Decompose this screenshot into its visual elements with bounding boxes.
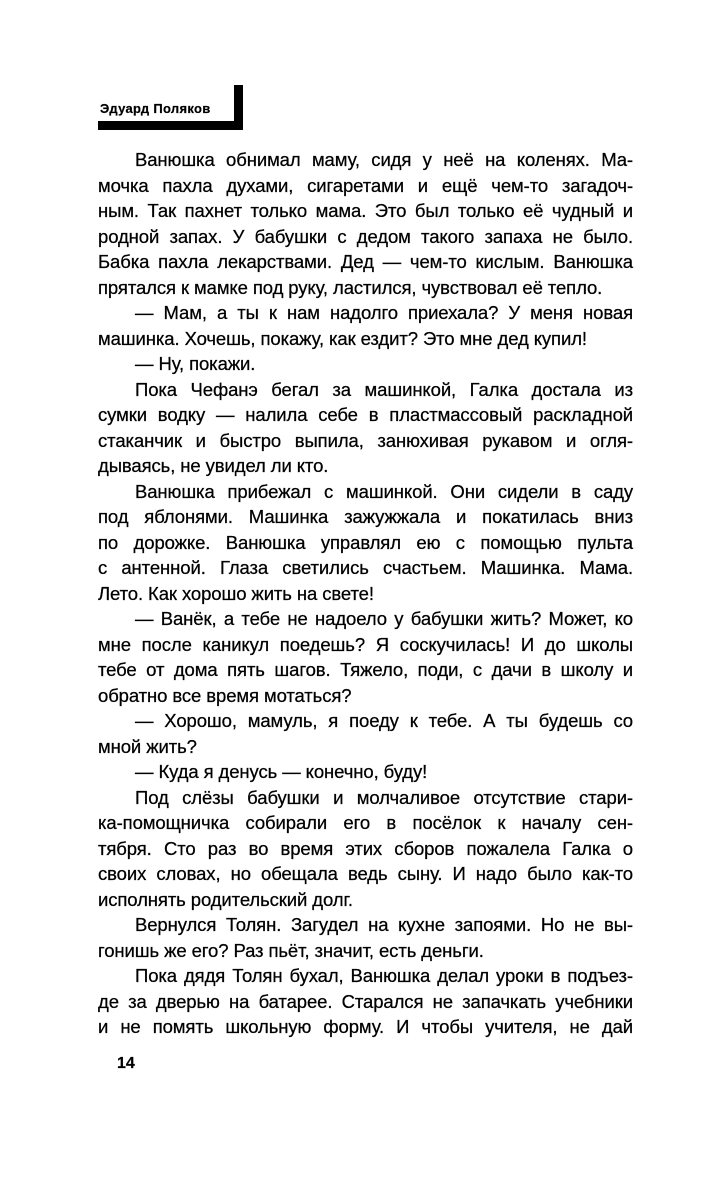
text-line: прятался к мамке под руку, ластился, чувствовал её тепло.: [98, 276, 603, 298]
text-line: тября. Сто раз во время этих сборов пожалела Галка о: [98, 837, 633, 859]
text-line: машинка. Хочешь, покажу, как ездит? Это мне дед купил!: [98, 327, 587, 349]
text-line: Бабка пахла лекарствами. Дед — чем-то кислым. Ванюшка: [98, 251, 633, 272]
text-line: исполнять родительский долг.: [98, 888, 353, 910]
text-line: Ванюшка прибежал с машинкой. Они сидели в саду: [135, 480, 633, 502]
text-line: — Ванёк, а тебе не надоело у бабушки жить? Может, ко: [135, 608, 633, 629]
text-line: мне после каникул поедешь? Я соскучилась! И до школы: [98, 633, 633, 655]
text-line: — Куда я денусь — конечно, буду!: [135, 761, 428, 782]
text-line: ка-помощничка собирали его в посёлок к началу сен-: [98, 812, 633, 833]
text-line: — Хорошо, мамуль, я поеду к тебе. А ты будешь со: [135, 710, 633, 731]
text-line: Пока Чефанэ бегал за машинкой, Галка достала из: [135, 378, 633, 400]
text-line: мочка пахла духами, сигаретами и ещё чем-то загадоч-: [98, 174, 633, 196]
text-line: — Ну, покажи.: [135, 353, 256, 374]
text-line: по дорожке. Ванюшка управлял ею с помощью пульта: [98, 531, 633, 553]
text-line: стаканчик и быстро выпила, занюхивая рукавом и огля-: [98, 429, 633, 451]
text-line: Лето. Как хорошо жить на свете!: [98, 582, 374, 604]
text-line: и не помять школьную форму. И чтобы учителя, не дай: [98, 1016, 633, 1037]
text-line: Ванюшка обнимал маму, сидя у неё на коленях. Ма-: [135, 149, 633, 170]
text-line: де за дверью на батарее. Старался не запачкать учебники: [98, 990, 633, 1012]
text-line: сумки водку — налила себе в пластмассовый раскладной: [98, 404, 633, 425]
header-corner-rule: [98, 85, 243, 130]
running-head-author: Эдуард Поляков: [100, 101, 211, 116]
text-line: Вернулся Толян. Загудел на кухне запоями. Но не вы-: [135, 914, 633, 935]
text-line: дываясь, не увидел ли кто.: [98, 455, 329, 476]
page-number: 14: [117, 1055, 135, 1072]
text-line: своих словах, но обещала ведь сыну. И надо было как-то: [98, 863, 633, 884]
text-line: Пока дядя Толян бухал, Ванюшка делал уроки в подъез-: [135, 965, 633, 986]
text-line: родной запах. У бабушки с дедом такого запаха не было.: [98, 225, 633, 247]
text-line: под яблонями. Машинка зажужжала и покатилась вниз: [98, 506, 633, 527]
text-line: мной жить?: [98, 735, 197, 757]
text-line: обратно все время мотаться?: [98, 684, 352, 706]
text-line: Под слёзы бабушки и молчаливое отсутствие стари-: [135, 786, 633, 808]
text-block: [98, 147, 633, 1040]
text-line: с антенной. Глаза светились счастьем. Машинка. Мама.: [98, 557, 633, 578]
text-line: гонишь же его? Раз пьёт, значит, есть деньги.: [98, 939, 484, 961]
text-line: — Мам, а ты к нам надолго приехала? У меня новая: [135, 302, 633, 323]
text-line: тебе от дома пять шагов. Тяжело, поди, с дачи в школу и: [98, 659, 633, 680]
text-line: ным. Так пахнет только мама. Это был только её чудный и: [98, 200, 633, 221]
